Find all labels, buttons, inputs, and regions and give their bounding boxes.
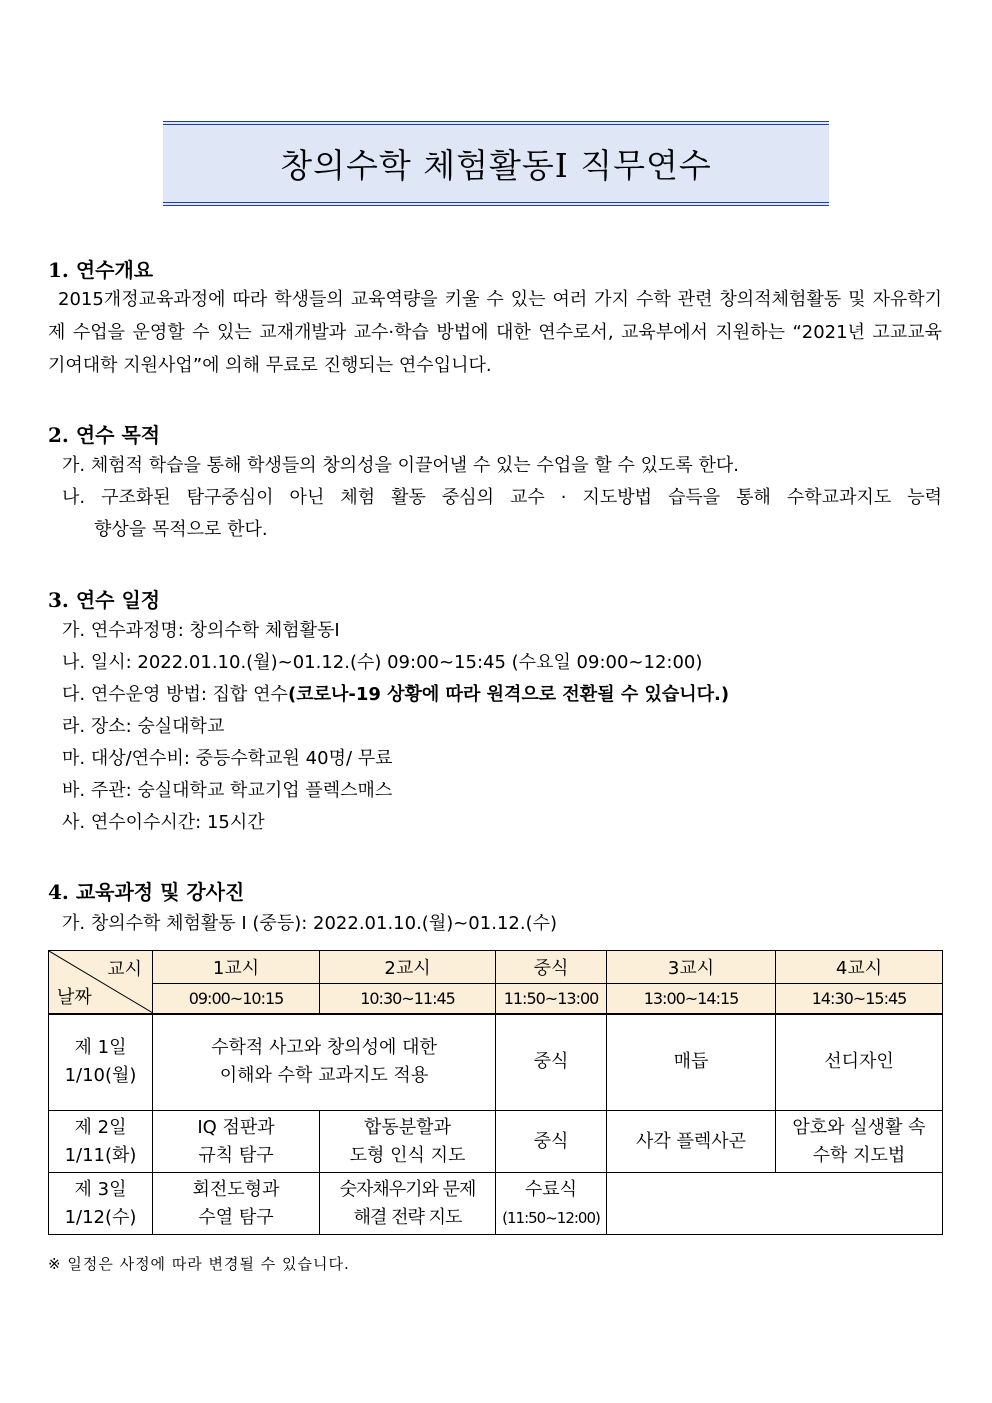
session-text: 규칙 탐구 xyxy=(198,1144,274,1166)
section-2-item-2 xyxy=(62,482,942,546)
session-cell xyxy=(153,1111,320,1173)
period-3: 3교시 xyxy=(607,951,776,984)
section-2-item-1: 가. 체험적 학습을 통해 학생들의 창의성을 이끌어낼 수 있는 수업을 할 수 있도록 한다. xyxy=(62,455,740,476)
table-row xyxy=(49,1173,943,1235)
section-1-heading: 1. 연수개요 xyxy=(48,258,154,282)
day-label: 제 1일 xyxy=(74,1037,127,1059)
session-text: IQ 점판과 xyxy=(197,1116,275,1138)
schedule-item-place: 라. 장소: 숭실대학교 xyxy=(62,716,225,737)
session-text: 수학 지도법 xyxy=(812,1144,906,1166)
day-label: 제 3일 xyxy=(74,1178,127,1200)
corner-label-date: 날짜 xyxy=(57,986,92,1008)
time-3: 13:00~14:15 xyxy=(607,984,776,1014)
session-cell xyxy=(776,1111,943,1173)
session-text: 숫자채우기와 문제 xyxy=(339,1178,476,1200)
schedule-item-host: 바. 주관: 숭실대학교 학교기업 플렉스매스 xyxy=(62,780,393,801)
closing-time: (11:50~12:00) xyxy=(502,1208,600,1227)
schedule-item-method xyxy=(62,679,729,711)
session-cell xyxy=(153,1014,496,1111)
method-note: (코로나-19 상황에 따라 원격으로 전환될 수 있습니다.) xyxy=(287,684,730,705)
session-text: 합동분할과 xyxy=(364,1116,451,1138)
day-label: 제 2일 xyxy=(74,1116,127,1138)
table-row xyxy=(49,1111,943,1173)
session-text: 수학적 사고와 창의성에 대한 xyxy=(211,1037,437,1059)
footnote: ※ 일정은 사정에 따라 변경될 수 있습니다. xyxy=(48,1255,350,1273)
period-4: 4교시 xyxy=(776,951,943,984)
corner-label-period: 교시 xyxy=(107,959,142,980)
page-title: 창의수학 체험활동Ⅰ 직무연수 xyxy=(280,146,712,185)
day-cell xyxy=(49,1111,153,1173)
time-lunch: 11:50~13:00 xyxy=(496,984,607,1014)
session-text: 해결 전략 지도 xyxy=(353,1206,462,1228)
session-text: 회전도형과 xyxy=(192,1178,280,1200)
session-cell: 선디자인 xyxy=(776,1014,943,1111)
period-1: 1교시 xyxy=(153,951,320,984)
session-text: 암호와 실생활 속 xyxy=(792,1116,926,1138)
session-cell: 사각 플렉사곤 xyxy=(607,1111,776,1173)
section-2-item-2-line-2: 향상을 목적으로 한다. xyxy=(94,519,268,540)
header-row-times xyxy=(49,984,943,1014)
section-4-heading: 4. 교육과정 및 강사진 xyxy=(48,880,245,904)
session-text: 수열 탐구 xyxy=(198,1206,274,1228)
lunch-cell: 중식 xyxy=(496,1014,607,1111)
session-cell xyxy=(320,1111,496,1173)
section-1-body: 2015개정교육과정에 따라 학생들의 교육역량을 키울 수 있는 여러 가지 수학 관련 창의적체험활동 및 자유학기제 수업을 운영할 수 있는 교재개발과 교수·학습 방법에 대한 연수로서, 교육부에서 지원하는 “2021년 고교교육 기여대학 지원사업”에 의해 무료로 진행되는 연수입니다. xyxy=(48,289,942,376)
method-text: 다. 연수운영 방법: 집합 연수 xyxy=(62,684,288,705)
schedule-table xyxy=(48,950,943,1235)
date-label: 1/11(화) xyxy=(64,1144,137,1166)
session-cell xyxy=(320,1173,496,1235)
table-corner-cell xyxy=(49,951,153,1014)
day-cell xyxy=(49,1173,153,1235)
table-row xyxy=(49,1014,943,1111)
empty-cell xyxy=(607,1173,943,1235)
schedule-item-hours: 사. 연수이수시간: 15시간 xyxy=(62,812,265,833)
section-2-item-2-line-1: 나. 구조화된 탐구중심이 아닌 체험 활동 중심의 교수 · 지도방법 습득을 통해 수학교과지도 능력 xyxy=(62,487,942,508)
period-lunch: 중식 xyxy=(496,951,607,984)
time-4: 14:30~15:45 xyxy=(776,984,943,1014)
header-row-periods xyxy=(49,951,943,984)
section-3-heading: 3. 연수 일정 xyxy=(48,588,161,612)
title-box xyxy=(163,121,829,206)
schedule-item-target: 마. 대상/연수비: 중등수학교원 40명/ 무료 xyxy=(62,748,393,769)
date-label: 1/12(수) xyxy=(64,1206,137,1228)
closing-cell xyxy=(496,1173,607,1235)
section-4-subtitle: 가. 창의수학 체험활동 Ⅰ (중등): 2022.01.10.(월)~01.12.(수) xyxy=(62,913,557,934)
session-cell: 매듭 xyxy=(607,1014,776,1111)
date-label: 1/10(월) xyxy=(64,1065,137,1087)
time-1: 09:00~10:15 xyxy=(153,984,320,1014)
section-2-heading: 2. 연수 목적 xyxy=(48,423,161,447)
schedule-item-date: 나. 일시: 2022.01.10.(월)~01.12.(수) 09:00~15:45 (수요일 09:00~12:00) xyxy=(62,652,703,673)
session-text: 이해와 수학 교과지도 적용 xyxy=(219,1065,429,1087)
session-text: 도형 인식 지도 xyxy=(349,1144,466,1166)
lunch-cell: 중식 xyxy=(496,1111,607,1173)
day-cell xyxy=(49,1014,153,1111)
closing-label: 수료식 xyxy=(524,1178,578,1200)
session-cell xyxy=(153,1173,320,1235)
time-2: 10:30~11:45 xyxy=(320,984,496,1014)
schedule-item-course: 가. 연수과정명: 창의수학 체험활동Ⅰ xyxy=(62,620,340,641)
period-2: 2교시 xyxy=(320,951,496,984)
